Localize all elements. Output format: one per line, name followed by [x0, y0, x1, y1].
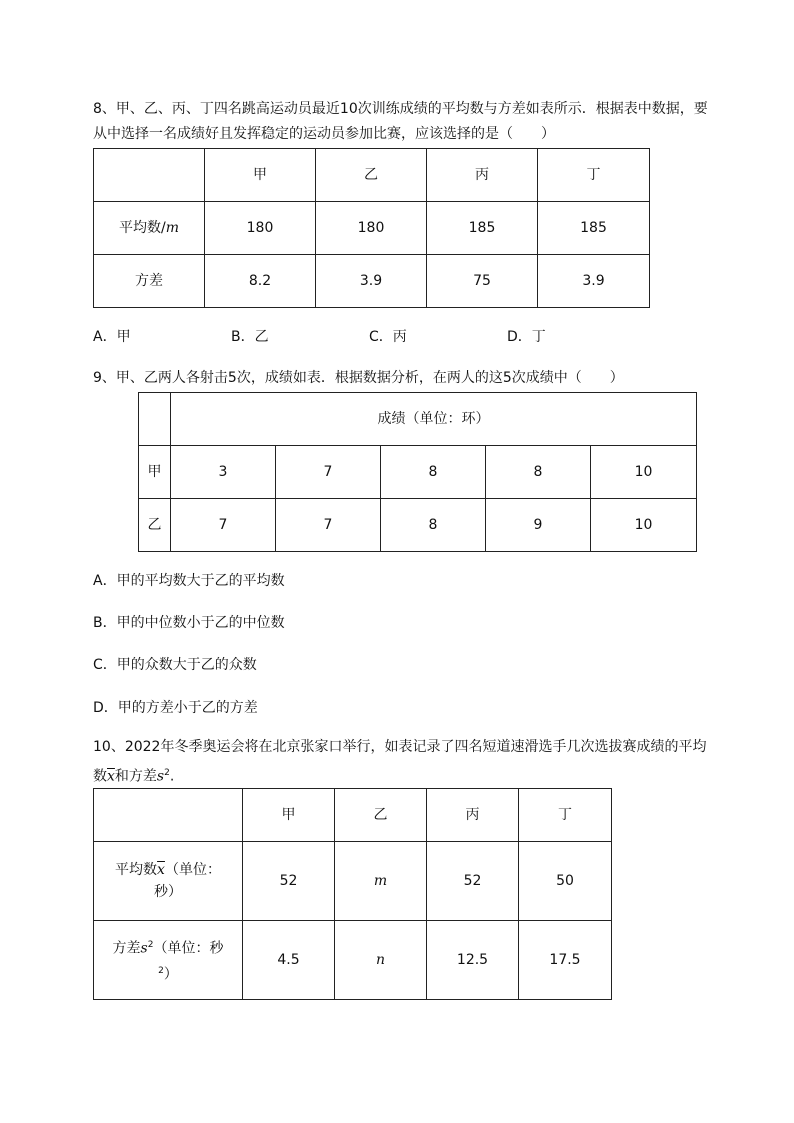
q8-header-empty — [94, 149, 205, 202]
q9-header-empty — [139, 393, 171, 446]
q9-option-c[interactable]: C．甲的众数大于乙的众数 — [93, 657, 257, 673]
q9-row-label-jia: 甲 — [139, 446, 171, 499]
q9-option-d[interactable]: D．甲的方差小于乙的方差 — [93, 700, 258, 716]
q10-header-cell: 乙 — [335, 789, 427, 842]
q8-cell: 75 — [427, 255, 538, 308]
q8-cell: 3.9 — [316, 255, 427, 308]
q10-cell: 50 — [519, 842, 612, 921]
q9-cell: 7 — [171, 499, 276, 552]
q10-header-cell: 甲 — [243, 789, 335, 842]
q9-cell: 7 — [276, 446, 381, 499]
q8-table — [93, 148, 650, 308]
q8-header-cell: 丁 — [538, 149, 650, 202]
q10-cell: n — [335, 921, 427, 1000]
q9-cell: 10 — [591, 499, 697, 552]
q9-cell: 3 — [171, 446, 276, 499]
q10-header-empty — [94, 789, 243, 842]
q9-cell: 7 — [276, 499, 381, 552]
q8-cell: 8.2 — [205, 255, 316, 308]
q8-cell: 185 — [538, 202, 650, 255]
q10-row-label-variance: 方差$s^2$（单位：秒 $^2$） — [94, 921, 243, 1000]
q8-cell: 180 — [205, 202, 316, 255]
q10-line2: 数$\overline{x}$和方差$s^2$. — [93, 768, 175, 785]
q9-cell: 8 — [381, 446, 486, 499]
q9-line1: 9、甲、乙两人各射击5次，成绩如表．根据数据分析，在两人的这5次成绩中（ ） — [93, 370, 624, 386]
q9-option-a[interactable]: A．甲的平均数大于乙的平均数 — [93, 573, 285, 589]
q8-line1: 8、甲、乙、丙、丁四名跳高运动员最近10次训练成绩的平均数与方差如表所示．根据表中数据，要 — [93, 101, 708, 117]
q8-option-d[interactable]: D．丁 — [507, 329, 546, 345]
q8-cell: 185 — [427, 202, 538, 255]
q10-cell: 52 — [243, 842, 335, 921]
q8-cell: 3.9 — [538, 255, 650, 308]
q10-cell: 17.5 — [519, 921, 612, 1000]
q10-cell: 12.5 — [427, 921, 519, 1000]
q10-row-label-mean: 平均数$\overline{x}$（单位： 秒） — [94, 842, 243, 921]
q8-option-b[interactable]: B．乙 — [231, 329, 269, 345]
q8-header-cell: 丙 — [427, 149, 538, 202]
q9-cell: 8 — [486, 446, 591, 499]
q10-cell: 4.5 — [243, 921, 335, 1000]
q8-header-cell: 甲 — [205, 149, 316, 202]
q8-option-a[interactable]: A．甲 — [93, 329, 131, 345]
q8-row-label-mean: 平均数/m — [94, 202, 205, 255]
q8-line2: 从中选择一名成绩好且发挥稳定的运动员参加比赛，应该选择的是（ ） — [93, 126, 555, 142]
q9-row-label-yi: 乙 — [139, 499, 171, 552]
q8-option-c[interactable]: C．丙 — [369, 329, 407, 345]
q9-header: 成绩（单位：环） — [171, 393, 697, 446]
q10-cell: 52 — [427, 842, 519, 921]
q8-row-label-variance: 方差 — [94, 255, 205, 308]
q9-cell: 10 — [591, 446, 697, 499]
q9-option-b[interactable]: B．甲的中位数小于乙的中位数 — [93, 615, 285, 631]
q10-header-cell: 丙 — [427, 789, 519, 842]
q8-header-cell: 乙 — [316, 149, 427, 202]
q10-line1: 10、2022年冬季奥运会将在北京张家口举行，如表记录了四名短道速滑选手几次选拔赛成绩的平均 — [93, 739, 707, 755]
q9-table — [138, 392, 697, 552]
q8-cell: 180 — [316, 202, 427, 255]
q10-table — [93, 788, 612, 1000]
q9-cell: 9 — [486, 499, 591, 552]
q8-options — [93, 326, 693, 348]
x-bar-symbol: $\overline{x}$ — [107, 768, 115, 785]
q10-cell: m — [335, 842, 427, 921]
q10-header-cell: 丁 — [519, 789, 612, 842]
q9-cell: 8 — [381, 499, 486, 552]
